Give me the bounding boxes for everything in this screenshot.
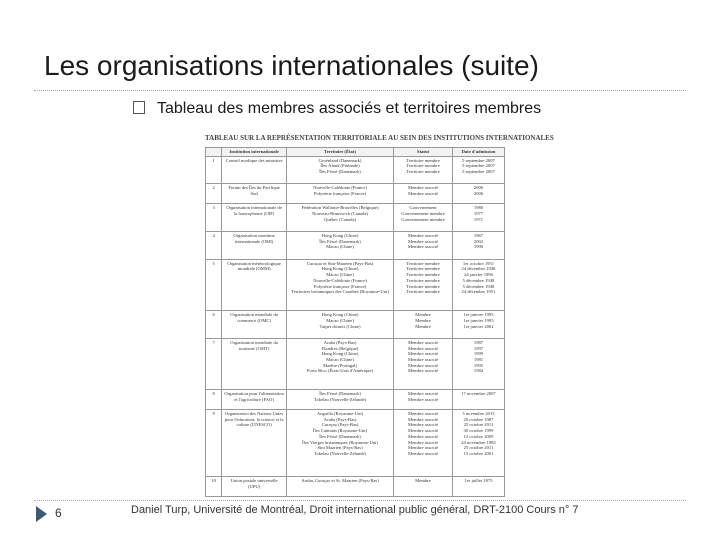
row-status: Gouvernement: [409, 205, 437, 211]
row-institution: Organisation maritime internationale (OMI): [222, 232, 287, 260]
checkbox-bullet-icon: [133, 101, 145, 114]
table-row: [206, 409, 505, 476]
row-territory: Aruba, Curaçao et St. Maarten (Pays-Bas): [301, 478, 379, 484]
row-territory: Îles Vierges britanniques (Royaume-Uni): [302, 439, 378, 445]
row-status-cell: [394, 259, 453, 310]
row-status-cell: [394, 477, 453, 497]
row-status: Membre associé: [408, 191, 439, 197]
row-status-cell: [394, 409, 453, 476]
row-institution: Organisation pour l'alimentation et l'agriculture (FAO): [222, 390, 287, 410]
row-number: 7: [206, 338, 222, 389]
slide-arrow-icon: [36, 506, 47, 522]
row-territory-cell: [286, 409, 393, 476]
row-status: Territoire membre: [406, 266, 440, 272]
row-number: 9: [206, 409, 222, 476]
row-territory: Îles Féroé (Danemark): [319, 433, 361, 439]
row-territory: Groënland (Danemark): [318, 157, 362, 163]
row-status: Territoire membre: [406, 157, 440, 163]
row-territory: Îles Åland (Finlande): [320, 163, 360, 169]
row-date-cell: [452, 204, 504, 232]
row-status: Territoire membre: [406, 289, 440, 295]
row-territory: Hong Kong (Chine): [321, 312, 359, 318]
row-number: 1: [206, 156, 222, 184]
table-heading: TABLEAU SUR LA REPRÉSENTATION TERRITORIALE AU SEIN DES INSTITUTIONS INTERNATIONALES: [205, 134, 554, 142]
membership-table: [205, 147, 505, 497]
row-territory: Îles Féroé (Danemark): [319, 238, 361, 244]
row-date: 20 octobre 1987: [463, 416, 494, 422]
row-status: Territoire membre: [406, 272, 440, 278]
row-territory: Anguilla (Royaume-Uni): [316, 410, 364, 416]
row-institution: Conseil nordique des ministres: [222, 156, 287, 184]
row-date: 5 septembre 2007: [462, 169, 495, 175]
row-date-cell: [452, 477, 504, 497]
row-status: Membre associé: [408, 244, 439, 250]
row-status: Gouvernement membre: [401, 211, 445, 217]
table-header-row: [206, 148, 505, 157]
footer-divider: [34, 500, 686, 501]
row-territory: Porto Rico (États-Unis d'Amérique): [307, 368, 374, 374]
row-date: 5 septembre 2007: [462, 157, 495, 163]
table-row: [206, 338, 505, 389]
row-territory-cell: [286, 311, 393, 339]
row-status: Territoire membre: [406, 277, 440, 283]
row-territory-cell: [286, 477, 393, 497]
row-number: 10: [206, 477, 222, 497]
row-status: Membre associé: [408, 451, 439, 457]
row-date: 1995: [473, 362, 484, 368]
table-row: [206, 477, 505, 497]
row-territory: Sint Maarten (Pays-Bas): [317, 445, 363, 451]
row-status: Membre associé: [408, 345, 439, 351]
row-date: 5 décembre 1948: [462, 277, 495, 283]
row-date: 1987: [473, 339, 484, 345]
row-date: 24 décembre 1948: [461, 266, 496, 272]
row-date: 25 octobre 2011: [463, 445, 494, 451]
row-status: Membre associé: [408, 351, 439, 357]
row-date: 1er janvier 1995: [463, 312, 494, 318]
row-status-cell: [394, 338, 453, 389]
row-territory: Territoires britanniques des Caraïbes (Royaume-Uni): [291, 289, 389, 295]
row-territory-cell: [286, 390, 393, 410]
table-row: [206, 184, 505, 204]
row-territory: Taipei chinois (Chine): [319, 323, 361, 329]
row-date: 1997: [473, 345, 484, 351]
col-header-territory: Territoire (État): [286, 148, 393, 157]
row-status: Membre associé: [408, 396, 439, 402]
row-date: 1971: [473, 216, 484, 222]
row-date-cell: [452, 338, 504, 389]
row-territory: Îles Caïmans (Royaume-Uni): [312, 428, 368, 434]
row-status-cell: [394, 390, 453, 410]
row-status: Membre associé: [408, 422, 439, 428]
row-institution: Union postale universelle (UPU): [222, 477, 287, 497]
row-date: 1984: [473, 368, 484, 374]
row-status: Territoire membre: [406, 260, 440, 266]
row-date: 2002: [473, 238, 484, 244]
table-row: [206, 156, 505, 184]
row-territory: Fédération Wallonie-Bruxelles (Belgique): [301, 205, 379, 211]
row-status: Membre associé: [408, 368, 439, 374]
row-status: Membre associé: [408, 339, 439, 345]
row-territory: Curaçao (Pays-Bas): [321, 422, 359, 428]
row-date-cell: [452, 184, 504, 204]
row-date: 12 octobre 2009: [463, 433, 494, 439]
row-territory: Hong Kong (Chine): [321, 266, 359, 272]
row-date: 5 novembre 2013: [462, 410, 495, 416]
row-territory: Madère (Portugal): [323, 362, 357, 368]
row-territory-cell: [286, 259, 393, 310]
row-territory: Îles Féroé (Danemark): [319, 391, 361, 397]
row-territory: Macao (Chine): [326, 317, 354, 323]
row-territory: Îles Féroé (Danemark): [319, 169, 361, 175]
row-institution: Organisation mondiale du tourisme (OMT): [222, 338, 287, 389]
row-status: Territoire membre: [406, 283, 440, 289]
row-territory-cell: [286, 184, 393, 204]
row-date: 1967: [473, 233, 484, 239]
row-status: Membre associé: [408, 410, 439, 416]
table-row: [206, 311, 505, 339]
row-territory: Aruba (Pays-Bas): [323, 339, 357, 345]
row-territory-cell: [286, 338, 393, 389]
row-status: Membre associé: [408, 416, 439, 422]
row-territory: Macao (Chine): [326, 272, 354, 278]
row-date: 24 novembre 1983: [461, 439, 496, 445]
title-divider: [34, 90, 686, 91]
bullet-text: Tableau des membres associés et territoires membres: [157, 100, 542, 117]
row-territory: Nouvelle-Calédonie (France): [313, 277, 367, 283]
row-territory: Hong Kong (Chine): [321, 233, 359, 239]
row-number: 8: [206, 390, 222, 410]
row-territory: Flandres (Belgique): [321, 345, 359, 351]
col-header-number: [206, 148, 222, 157]
row-number: 3: [206, 204, 222, 232]
row-status: Gouvernement membre: [401, 216, 445, 222]
row-date: 15 octobre 2001: [463, 451, 494, 457]
row-status: Membre associé: [408, 445, 439, 451]
row-date: 1er juillet 1875: [464, 478, 493, 484]
table-row: [206, 259, 505, 310]
table-row: [206, 204, 505, 232]
row-date: 30 octobre 1999: [463, 428, 494, 434]
row-date: 1er janvier 1995: [463, 317, 494, 323]
row-territory: Nouvelle-Calédonie (France): [313, 185, 367, 191]
row-number: 2: [206, 184, 222, 204]
row-status: Membre associé: [408, 433, 439, 439]
row-date: 2006: [473, 185, 484, 191]
row-date: 24 janvier 1996: [464, 272, 493, 278]
row-territory-cell: [286, 156, 393, 184]
row-status: Membre: [415, 478, 431, 484]
table-row: [206, 232, 505, 260]
row-territory: Tokelau (Nouvelle-Zélande): [313, 396, 367, 402]
page-number: 6: [55, 506, 62, 520]
row-date: 25 octobre 2011: [463, 422, 494, 428]
row-status-cell: [394, 311, 453, 339]
row-date: 5 décembre 1948: [462, 283, 495, 289]
row-status: Membre associé: [408, 238, 439, 244]
row-status: Membre: [415, 323, 431, 329]
row-number: 4: [206, 232, 222, 260]
col-header-status: Statut: [394, 148, 453, 157]
row-date: 2006: [473, 191, 484, 197]
row-date: 17 novembre 2007: [461, 391, 496, 397]
row-territory: Macao (Chine): [326, 244, 354, 250]
row-territory: Macao (Chine): [326, 356, 354, 362]
row-date: 1980: [473, 205, 484, 211]
row-date: 1999: [473, 351, 484, 357]
row-territory: Aruba (Pays-Bas): [323, 416, 357, 422]
row-date: 1990: [473, 244, 484, 250]
row-status: Territoire membre: [406, 169, 440, 175]
row-date-cell: [452, 232, 504, 260]
row-date: 1er janvier 2002: [463, 323, 494, 329]
row-status: Membre associé: [408, 233, 439, 239]
row-territory: Curaçao et Sint-Maarten (Pays-Bas): [306, 260, 374, 266]
row-status-cell: [394, 204, 453, 232]
row-status-cell: [394, 184, 453, 204]
row-date: 1977: [473, 211, 484, 217]
row-territory: Québec (Canada): [324, 216, 357, 222]
row-institution: Organisation des Nations Unies pour l'éducation, la science et la culture (UNESCO): [222, 409, 287, 476]
row-status: Membre associé: [408, 439, 439, 445]
row-status: Membre associé: [408, 391, 439, 397]
row-date-cell: [452, 390, 504, 410]
row-date: 1981: [473, 356, 484, 362]
row-territory-cell: [286, 204, 393, 232]
row-date-cell: [452, 409, 504, 476]
row-institution: Organisation internationale de la francophonie (OIF): [222, 204, 287, 232]
row-institution: Organisation mondiale du commerce (OMC): [222, 311, 287, 339]
col-header-date: Date d'admission: [452, 148, 504, 157]
row-date-cell: [452, 156, 504, 184]
row-status: Territoire membre: [406, 163, 440, 169]
row-institution: Forum des Îles du Pacifique Sud: [222, 184, 287, 204]
row-territory: Tokelau (Nouvelle-Zélande): [313, 451, 367, 457]
row-territory: Polynésie française (France): [313, 283, 367, 289]
row-status: Membre associé: [408, 185, 439, 191]
row-status: Membre: [415, 317, 431, 323]
row-status: Membre associé: [408, 362, 439, 368]
row-territory: Hong Kong (Chine): [321, 351, 359, 357]
row-status-cell: [394, 156, 453, 184]
row-number: 6: [206, 311, 222, 339]
row-date: 1er octobre 1951: [462, 260, 495, 266]
row-date-cell: [452, 311, 504, 339]
row-territory: Nouveau-Brunswick (Canada): [312, 211, 369, 217]
row-number: 5: [206, 259, 222, 310]
slide-footer: Daniel Turp, Université de Montréal, Droit international public général, DRT-2100 Cours n° 7: [131, 504, 579, 516]
col-header-institution: Institution internationale: [222, 148, 287, 157]
row-territory: Polynésie française (France): [313, 191, 367, 197]
row-status: Membre associé: [408, 356, 439, 362]
row-date: 5 septembre 2007: [462, 163, 495, 169]
row-status-cell: [394, 232, 453, 260]
row-date-cell: [452, 259, 504, 310]
slide-title: Les organisations internationales (suite): [44, 50, 539, 81]
row-date: 24 décembre 1951: [461, 289, 496, 295]
row-status: Membre associé: [408, 428, 439, 434]
table-row: [206, 390, 505, 410]
row-status: Membre: [415, 312, 431, 318]
row-institution: Organisation météorologique mondiale (OMM): [222, 259, 287, 310]
row-territory-cell: [286, 232, 393, 260]
